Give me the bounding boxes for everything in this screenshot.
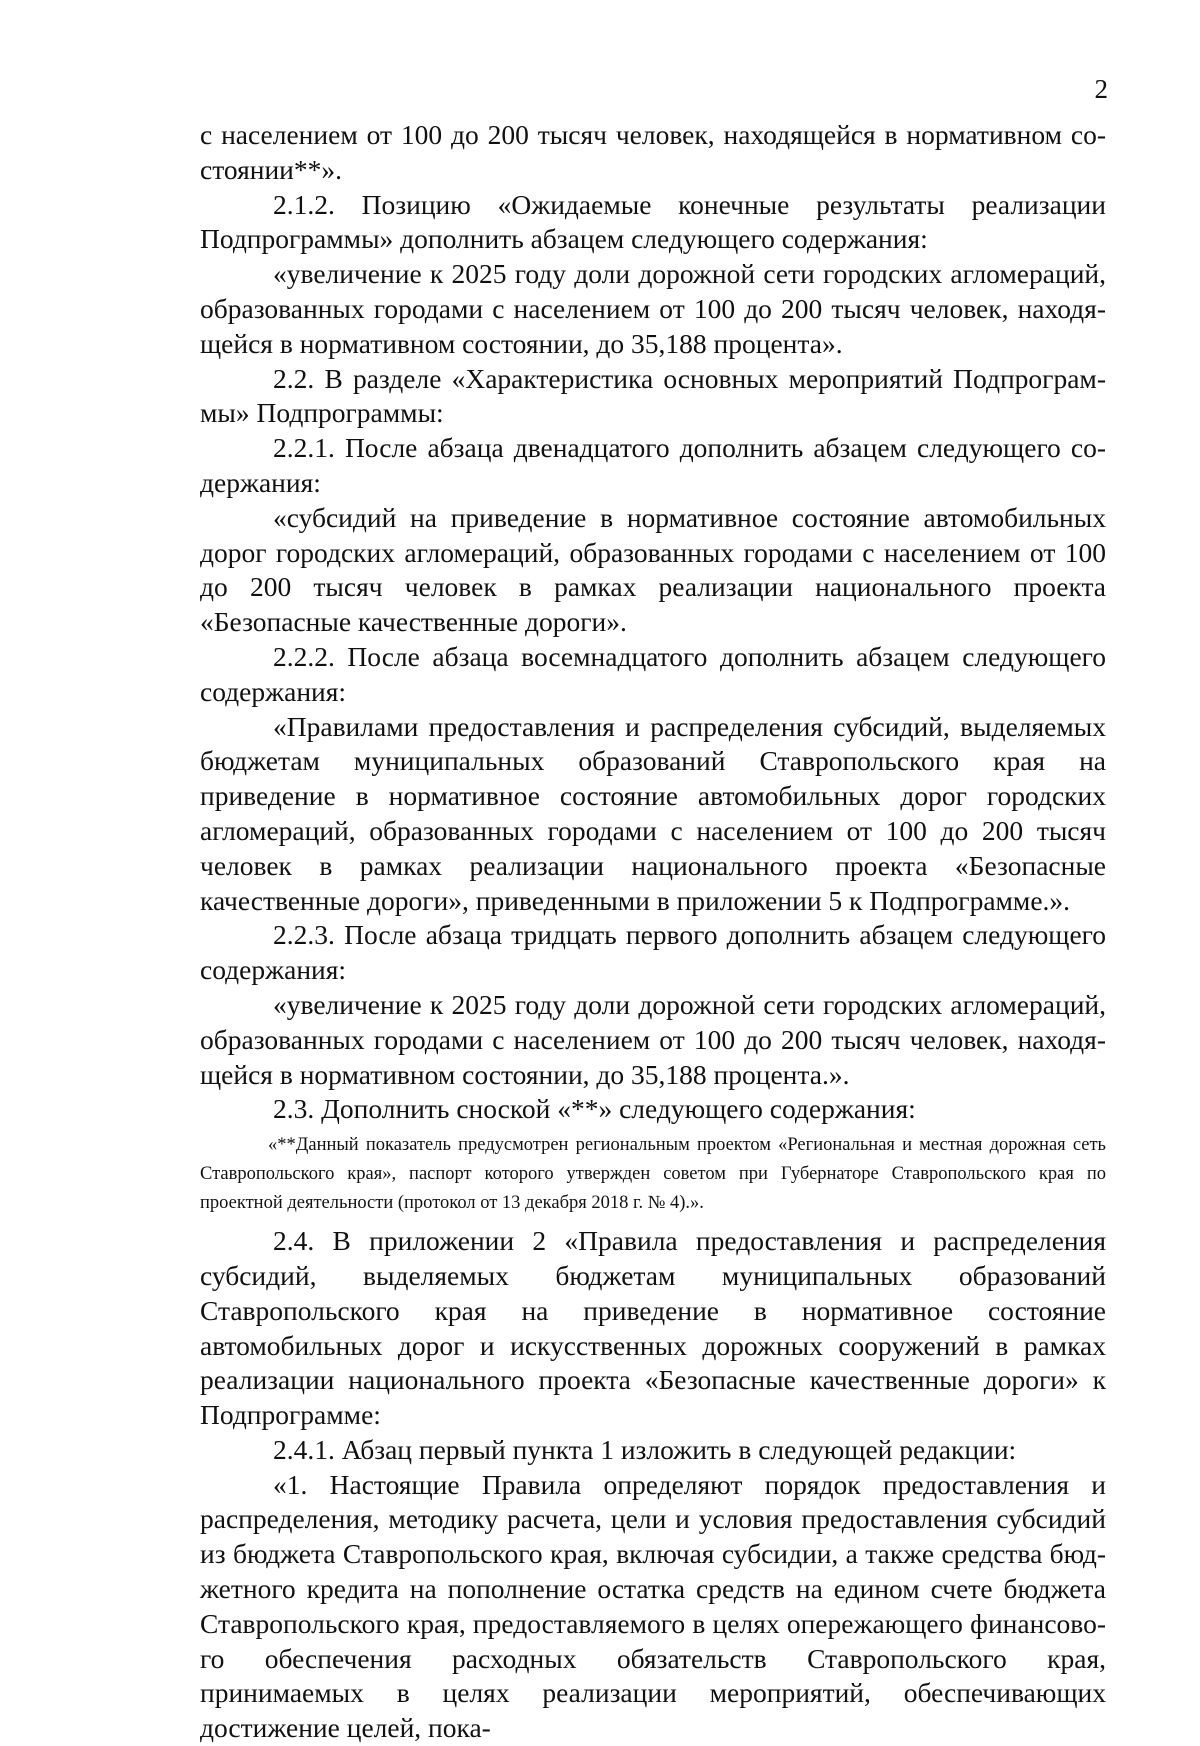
quote-rules-definition: «1. Настоящие Правила определяют порядок предоставления и распределения, методику расчета, цели и условия предоставления субсидий из бюджета Ставропольского края, включая субсидии, а также средства бюджетного кредита на пополнение остатка средств на едином счете бюджета Ставропольского края, предоставляемого в целях опережающего финансового обеспечения расходных обязательств Ставропольского края, принимаемых в целях реализации мероприятий, обеспечивающих достижение целей, пока-: [200, 1468, 1106, 1744]
paragraph-2-1-2: 2.1.2. Позицию «Ожидаемые конечные результаты реализации Подпрограммы» дополнить абзацем следующего содержания:: [200, 188, 1106, 255]
paragraph-2-3: 2.3. Дополнить сноской «**» следующего содержания:: [273, 1093, 916, 1125]
paragraph-2-2-1: 2.2.1. После абзаца двенадцатого дополнить абзацем следующего содержания:: [200, 432, 1106, 498]
quote-expected-results: «увеличение к 2025 году доли дорожной сети городских агломераций, образованных городами с населением от 100 до 200 тысяч человек, находящейся в нормативном состоянии, до 35,188 процента».: [200, 258, 1106, 359]
quote-rules: «Правилами предоставления и распределения субсидий, выделяемых бюджетам муниципальных образований Ставропольского края на приведение в нормативное состояние автомобильных дорог городских агломераций, образованных городами с населением от 100 до 200 тысяч человек в рамках реализации национального проекта «Безопасные качественные дороги», приведенными в приложении 5 к Подпрограмме.».: [200, 710, 1106, 916]
paragraph-continuation: с населением от 100 до 200 тысяч человек, находящейся в нормативном состоянии**».: [200, 119, 1106, 185]
quote-increase: «увеличение к 2025 году доли дорожной сети городских агломераций, образованных городами с населением от 100 до 200 тысяч человек, находящейся в нормативном состоянии, до 35,188 процента.».: [200, 988, 1106, 1090]
paragraph-2-2: 2.2. В разделе «Характеристика основных мероприятий Подпрограммы» Подпрограммы:: [200, 362, 1106, 429]
paragraph-2-2-2: 2.2.2. После абзаца восемнадцатого дополнить абзацем следующего содержания:: [200, 640, 1106, 707]
document-body: [200, 118, 1106, 1746]
footnote-text: «**Данный показатель предусмотрен региональным проектом «Региональная и местная дорожная сеть Ставропольского края», паспорт которого утвержден советом при Губернаторе Ставропольского края по проектной деятельности (протокол от 13 декабря 2018 г. № 4).».: [200, 1135, 1106, 1214]
quote-subsidies: «субсидий на приведение в нормативное состояние автомобильных дорог городских агломераций, образованных городами с населением от 100 до 200 тысяч человек в рамках реализации национального проекта «Безопасные качественные дороги».: [200, 501, 1106, 638]
page-number: 2: [1094, 74, 1108, 104]
paragraph-2-4-1: 2.4.1. Абзац первый пункта 1 изложить в следующей редакции:: [273, 1433, 1017, 1465]
paragraph-2-2-3: 2.2.3. После абзаца тридцать первого дополнить абзацем следующего содержания:: [200, 919, 1106, 986]
paragraph-2-4: 2.4. В приложении 2 «Правила предоставления и распределения субсидий, выделяемых бюджетам муниципальных образований Ставропольского края на приведение в нормативное состояние автомобильных дорог и искусственных дорожных сооружений в рамках реализации национального проекта «Безопасные качественные дороги» к Подпрограмме:: [200, 1225, 1106, 1431]
